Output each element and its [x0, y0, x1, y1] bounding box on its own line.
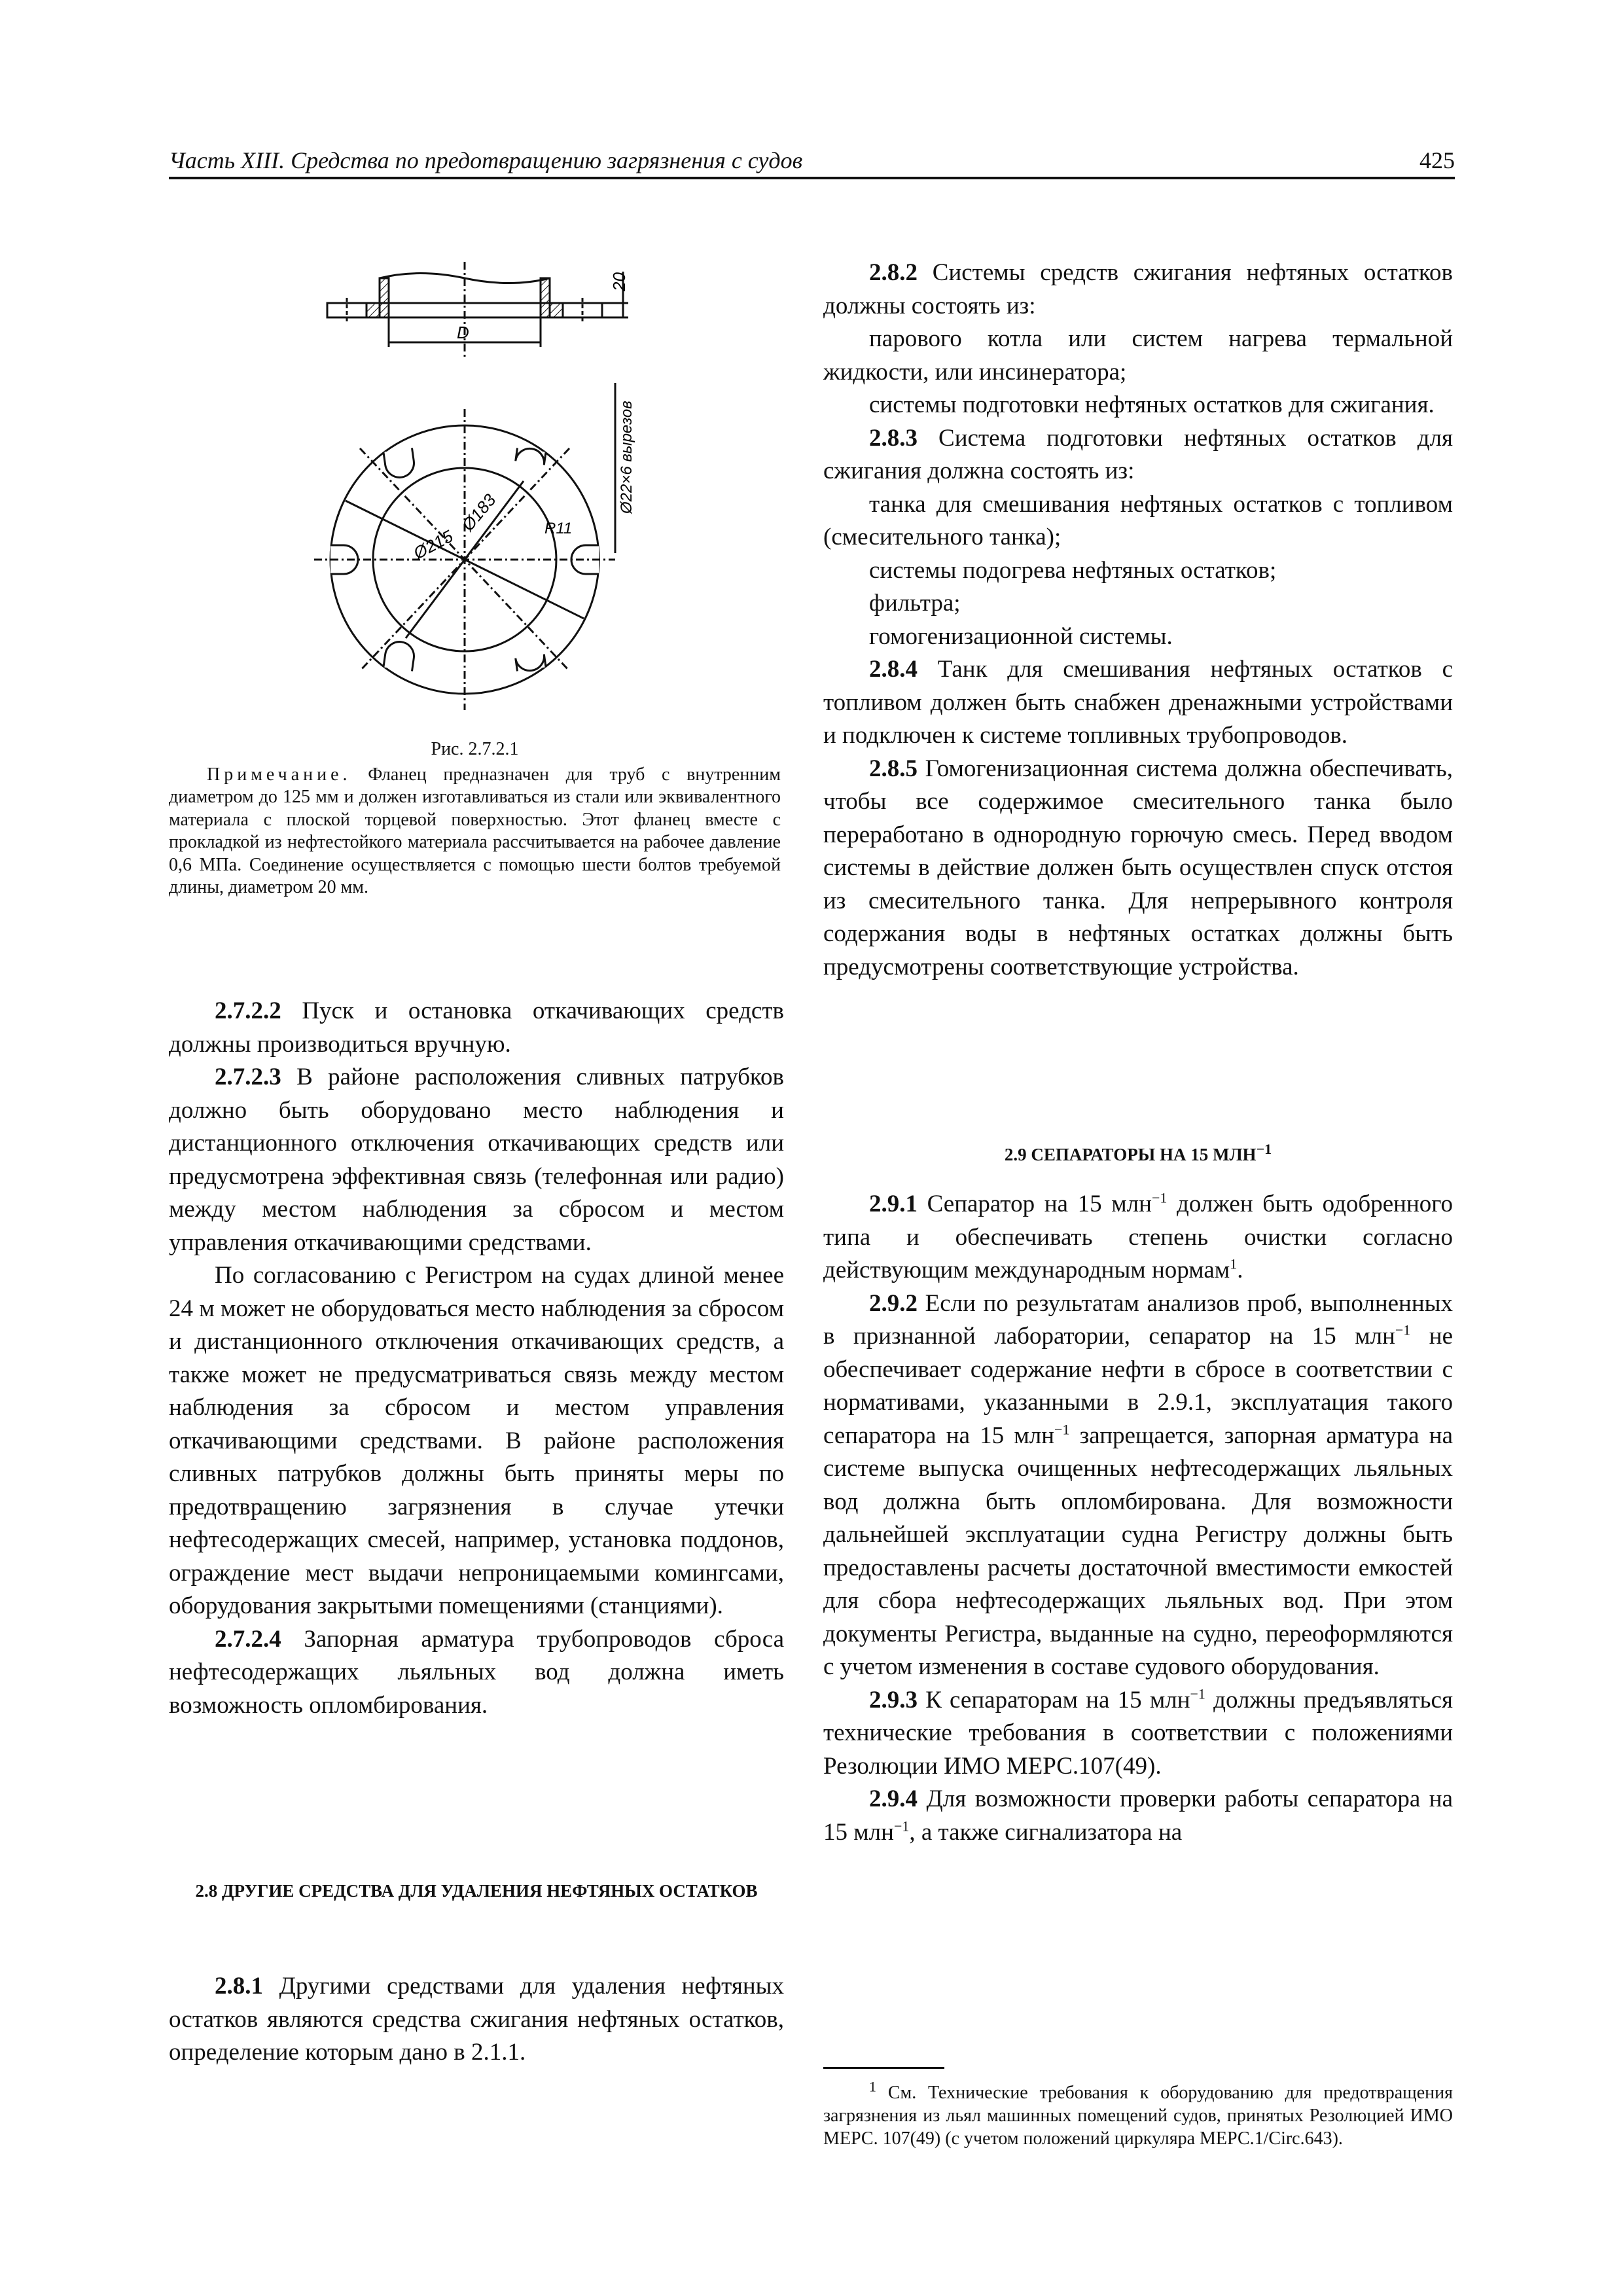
paragraph: 2.8.1 Другими средствами для удаления нефтяных остатков являются средства сжигания нефтяных остатков, определение которым дано в 2.1.1.: [169, 1973, 785, 2066]
left-column-bottom: [169, 1970, 784, 2070]
paragraph: 2.8.4 Танк для смешивания нефтяных остатков с топливом должен быть снабжен дренажными устройствами и подключен к системе топливных трубопроводов.: [823, 656, 1453, 749]
footnote-ref[interactable]: 1: [1230, 1255, 1238, 1272]
figure-caption: [169, 738, 781, 899]
right-column-bottom: [823, 1188, 1453, 1849]
paragraph: По согласованию с Регистром на судах длиной менее 24 м может не оборудоваться место наблюдения за сбросом и дистанционного отключения откачивающих средств, а также может не предусматриваться связь между местом наблюдения за сбросом и местом управления откачивающими средствами. В районе расположения сливных патрубков должны быть приняты меры по предотвращению загрязнения в случае утечки нефтесодержащих смесей, например, установка поддонов, ограждение мест выдачи непроницаемыми комингсами, оборудования закрытыми помещениями (станциями).: [169, 1262, 784, 1619]
list-item: фильтра;: [869, 590, 961, 617]
note-text: Фланец предназначен для труб с внутренним диаметром до 125 мм и должен изготавливаться из стали или эквивалентного материала с плоской торцевой поверхностью. Этот фланец вместе с прокладкой из нефтестойкого материала рассчитывается на рабочее давление 0,6 МПа. Соединение осуществляется с помощью шести болтов требуемой длины, диаметром 20 мм.: [169, 764, 781, 897]
flange-section-view: [327, 262, 628, 357]
dim-r11-label: R11: [544, 520, 573, 537]
list-item: парового котла или систем нагрева термальной жидкости, или инсинератора;: [823, 325, 1453, 386]
figure-note: [169, 764, 781, 899]
list-item: системы подогрева нефтяных остатков;: [869, 556, 1277, 584]
left-column: [169, 995, 784, 1722]
figure-label: Рис. 2.7.2.1: [431, 739, 519, 759]
flange-drawing: [308, 252, 766, 723]
paragraph: 2.9.4 Для возможности проверки работы сепаратора на 15 млн$^{-1}$, а также сигнализатора на: [823, 1785, 1454, 1846]
dim-cutouts-label: Ø22×6 вырезов: [618, 401, 635, 514]
paragraph: 2.8.3 Система подготовки нефтяных остатков для сжигания должна состоять из:: [823, 424, 1454, 484]
dim-20-label: 20: [609, 272, 629, 291]
dim-d-label: D: [457, 323, 469, 342]
list-item: танка для смешивания нефтяных остатков с топливом (смесительного танка);: [823, 490, 1453, 550]
flange-plan-view: [314, 383, 615, 710]
running-header: [169, 144, 1455, 179]
paragraph: 2.7.2.4 Запорная арматура трубопроводов сброса нефтесодержащих льяльных вод должна иметь возможность опломбирования.: [169, 1625, 784, 1719]
list-item: гомогенизационной системы.: [869, 622, 1173, 650]
paragraph: 2.9.2 Если по результатам анализов проб, выполненных в признанной лаборатории, сепаратор на 15 млн$^{-1}$ не обеспечивает содержание нефти в сбросе в соответствии с нормативами, указанными в 2.9.1, эксплуатация такого сепаратора на 15 млн$^{-1}$ запрещается, запорная арматура на системе выпуска очищенных нефтесодержащих льяльных вод должна быть опломбирована. Для возможности дальнейшей эксплуатации судна Регистру должны быть предоставлены расчеты достаточной вместимости емкостей для сбора нефтесодержащих льяльных вод. При этом документы Регистра, выданные на судно, переоформляются с учетом изменения в составе судового оборудования.: [823, 1289, 1454, 1680]
note-word: Примечание.: [207, 764, 351, 785]
paragraph: 2.8.2 Системы средств сжигания нефтяных остатков должны состоять из:: [823, 259, 1453, 319]
section-heading-2-8: 2.8 ДРУГИЕ СРЕДСТВА ДЛЯ УДАЛЕНИЯ НЕФТЯНЫХ ОСТАТКОВ: [195, 1881, 758, 1901]
paragraph: 2.8.5 Гомогенизационная система должна обеспечивать, чтобы все содержимое смесительного танка было переработано в однородную горючую смесь. Перед вводом системы в действие должен быть осуществлен спуск отстоя из смесительного танка. Для непрерывного контроля содержания воды в нефтяных остатках должны быть предусмотрены соответствующие устройства.: [823, 755, 1453, 980]
header-title: Часть XIII. Средства по предотвращению загрязнения с судов: [169, 147, 803, 173]
right-column-top: [823, 257, 1453, 984]
paragraph: 2.9.1 Сепаратор на 15 млн$^{-1}$ должен быть одобренного типа и обеспечивать степень очистки согласно действующим международным нормам$^1$.: [823, 1189, 1454, 1283]
dim-183-label: Ø183: [457, 490, 500, 535]
footnote: [823, 2078, 1454, 2150]
header-rule: [169, 177, 1455, 179]
footnote-mark: 1: [869, 2078, 876, 2095]
footnote-rule: [823, 2067, 944, 2069]
dim-215-label: Ø215: [410, 526, 456, 564]
page-number: 425: [1419, 147, 1455, 173]
paragraph: 2.7.2.2 Пуск и остановка откачивающих средств должны производиться вручную.: [169, 997, 784, 1058]
list-item: системы подготовки нефтяных остатков для сжигания.: [869, 391, 1435, 418]
footnote-text: См. Технические требования к оборудованию для предотвращения загрязнения из льял машинных помещений судов, принятых Резолюцией ИМО МЕРС. 107(49) (с учетом положений циркуляра МЕРС.1/Circ.643).: [823, 2083, 1454, 2149]
paragraph: 2.7.2.3 В районе расположения сливных патрубков должно быть оборудовано место наблюдения и дистанционного отключения откачивающих средств или предусмотрена эффективная связь (телефонная или радио) между местом наблюдения за сбросом и местом управления откачивающими средствами.: [169, 1064, 784, 1256]
section-heading-2-9: 2.9 СЕПАРАТОРЫ НА 15 $МЛН^{-1}$: [1004, 1141, 1272, 1164]
paragraph: 2.9.3 К сепараторам на 15 млн$^{-1}$ должны предъявляться технические требования в соответствии с положениями Резолюции ИМО МЕРС.107(49).: [823, 1685, 1453, 1780]
